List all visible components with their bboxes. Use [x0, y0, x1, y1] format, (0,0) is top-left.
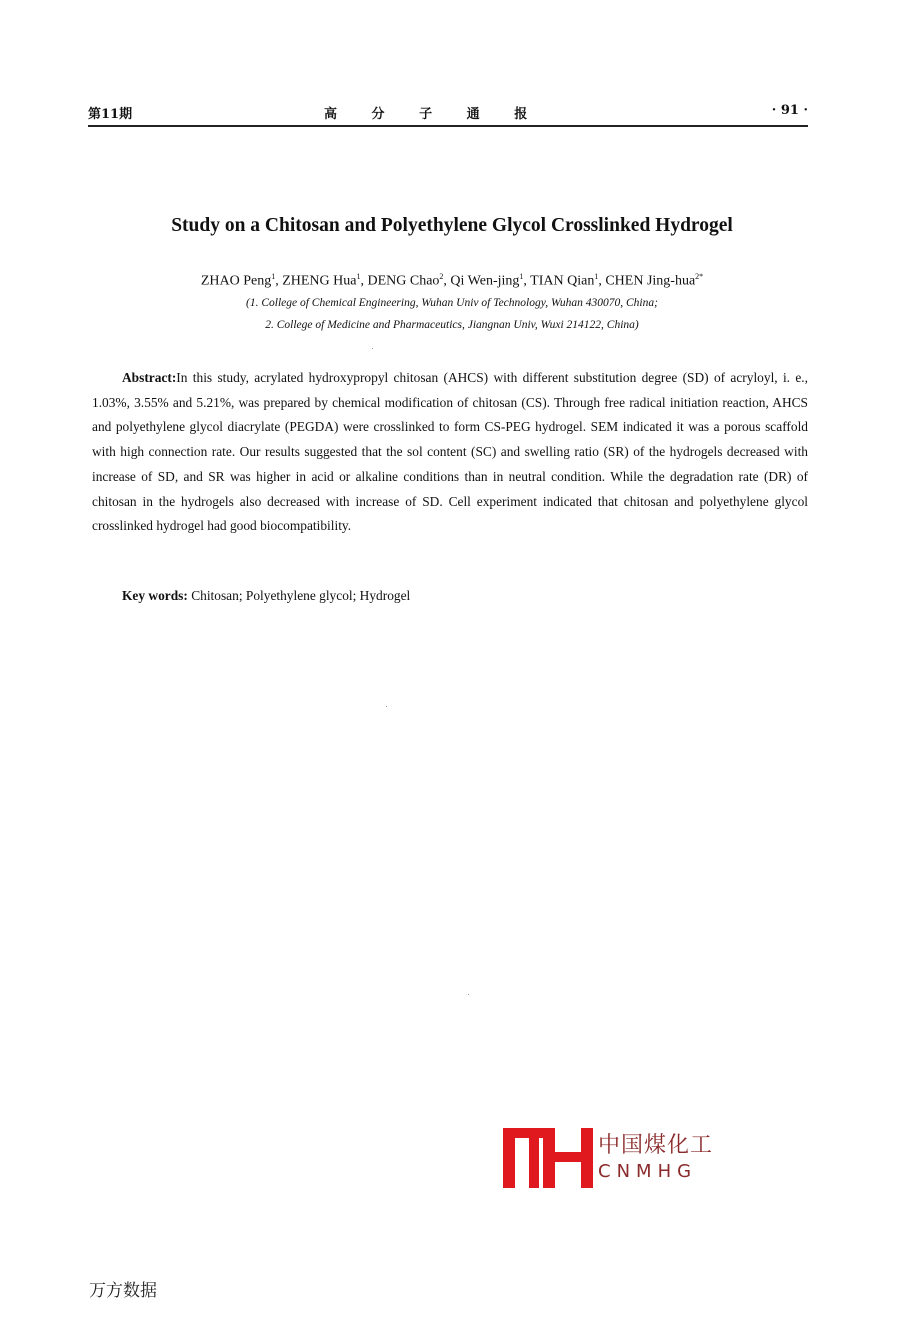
logo-bar — [529, 1138, 539, 1188]
page-number: · 91 · — [771, 103, 808, 118]
author-name: DENG Chao — [367, 273, 440, 289]
journal-name-char: 分 — [371, 107, 385, 122]
journal-name-char: 通 — [466, 107, 480, 122]
keywords-text: Chitosan; Polyethylene glycol; Hydrogel — [191, 588, 411, 603]
logo-bar — [555, 1152, 581, 1162]
logo-en-text: CNMHG — [598, 1161, 698, 1182]
author-name: CHEN Jing-hua — [605, 273, 696, 289]
scan-speck — [468, 994, 469, 995]
running-header — [88, 99, 808, 127]
journal-name-char: 子 — [419, 107, 433, 122]
author-name: ZHAO Peng — [200, 273, 272, 289]
abstract-label: Abstract: — [122, 370, 177, 385]
keywords-label: Key words: — [122, 588, 188, 603]
author-affil-mark: 2* — [695, 272, 704, 281]
logo-cn-text: 中国煤化工 — [598, 1133, 714, 1158]
keywords — [122, 588, 812, 604]
affiliation-2: 2. College of Medicine and Pharmaceutics, Jiangnan Univ, Wuxi 214122, China) — [265, 319, 639, 331]
author-list: ZHAO Peng$^1$, ZHENG Hua$^1$, DENG Chao$^2$, Qi Wen-jing$^1$, TIAN Qian$^1$, CHEN Jing-hua$^{2*}$ — [200, 272, 704, 289]
affiliation-1: (1. College of Chemical Engineering, Wuhan Univ of Technology, Wuhan 430070, China; — [246, 297, 658, 309]
scan-speck — [372, 348, 373, 349]
journal-name-char: 高 — [324, 107, 338, 122]
logo-bar — [581, 1128, 593, 1188]
scan-speck — [386, 706, 387, 707]
author-name: TIAN Qian — [530, 273, 595, 289]
database-watermark: 万方数据 — [89, 1281, 157, 1301]
author-affil-mark: 1 — [519, 272, 524, 281]
abstract — [92, 366, 808, 539]
journal-name — [324, 103, 557, 122]
author-affil-mark: 1 — [271, 272, 276, 281]
author-affil-mark: 1 — [356, 272, 361, 281]
journal-name-char: 报 — [514, 107, 528, 122]
author-affil-mark: 1 — [594, 272, 599, 281]
author-name: ZHENG Hua — [282, 273, 357, 289]
author-affil-mark: 2 — [439, 272, 444, 281]
author-name: Qi Wen-jing — [450, 273, 520, 289]
issue-number: 第11期 — [88, 107, 133, 122]
logo-bar — [543, 1128, 555, 1188]
abstract-text: In this study, acrylated hydroxypropyl chitosan (AHCS) with different substitution degree (SD) of acryloyl, i. e., 1.03%, 3.55% and 5.21%, was prepared by chemical modification of chitosan (CS). Through free radical initiation reaction, AHCS and polyethylene glycol diacrylate (PEGDA) were crosslinked to form CS-PEG hydrogel. SEM indicated it was a porous scaffold with high connection rate. Our results suggested that the sol content (SC) and swelling ratio (SR) of the hydrogels decreased with increase of SD, and SR was higher in acid or alkaline conditions than in neutral condition. While the degradation rate (DR) of chitosan in the hydrogels also decreased with increase of SD. Cell experiment indicated that chitosan and polyethylene glycol crosslinked hydrogel had good biocompatibility. — [92, 370, 808, 534]
paper-title: Study on a Chitosan and Polyethylene Glycol Crosslinked Hydrogel — [171, 215, 733, 236]
